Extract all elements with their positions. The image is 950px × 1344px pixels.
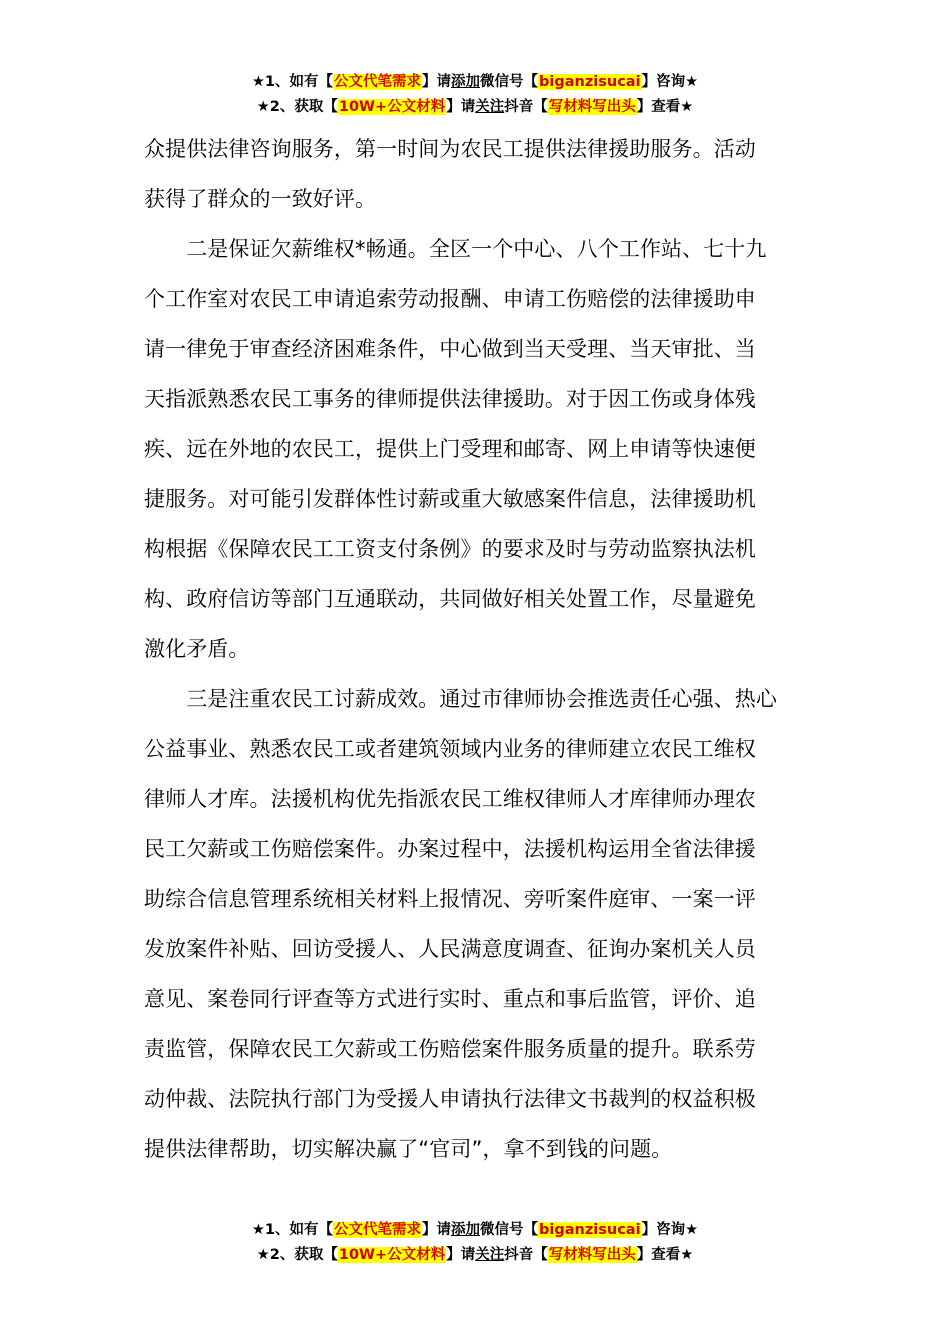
body-line: 捷服务。对可能引发群体性讨薪或重大敏感案件信息，法律援助机	[144, 487, 756, 511]
body-line: 民工欠薪或工伤赔偿案件。办案过程中，法援机构运用全省法律援	[144, 837, 756, 861]
document-body	[144, 124, 804, 1174]
banner-underlined-text: 添加	[451, 74, 481, 90]
banner-text: 微信号【	[480, 74, 539, 90]
body-line: 提供法律帮助，切实解决赢了“官司”，拿不到钱的问题。	[144, 1137, 673, 1161]
banner-highlight: 公文代笔需求	[334, 74, 422, 90]
banner-highlight: 10W+公文材料	[338, 99, 446, 115]
banner-highlight: 写材料写出头	[548, 99, 636, 115]
banner-underlined-text: 关注	[475, 1247, 505, 1263]
body-line: 意见、案卷同行评查等方式进行实时、重点和事后监管，评价、追	[144, 987, 756, 1011]
banner-text: 】查看★	[636, 99, 694, 115]
body-line: 二是保证欠薪维权*畅通。全区一个中心、八个工作站、七十九	[144, 237, 767, 261]
body-line: 个工作室对农民工申请追索劳动报酬、申请工伤赔偿的法律援助申	[144, 287, 756, 311]
header-banner	[0, 70, 950, 120]
body-line: 疾、远在外地的农民工，提供上门受理和邮寄、网上申请等快速便	[144, 437, 756, 461]
banner-line-1	[0, 1218, 950, 1243]
body-line: 构根据《保障农民工工资支付条例》的要求及时与劳动监察执法机	[144, 537, 756, 561]
banner-text: ★2、获取【	[256, 1247, 338, 1263]
body-line: 动仲裁、法院执行部门为受援人申请执行法律文书裁判的权益积极	[144, 1087, 756, 1111]
banner-text: 抖音【	[504, 1247, 548, 1263]
banner-text: 】请	[422, 74, 452, 90]
banner-underlined-text: 关注	[475, 99, 505, 115]
body-line: 发放案件补贴、回访受援人、人民满意度调查、征询办案机关人员	[144, 937, 756, 961]
body-line: 助综合信息管理系统相关材料上报情况、旁听案件庭审、一案一评	[144, 887, 756, 911]
banner-text: 微信号【	[480, 1222, 539, 1238]
body-line: 三是注重农民工讨薪成效。通过市律师协会推选责任心强、热心	[144, 687, 777, 711]
banner-text: 】咨询★	[641, 1222, 699, 1238]
banner-highlight: biganzisucai	[539, 74, 641, 90]
banner-text: 】查看★	[636, 1247, 694, 1263]
banner-text: 】请	[446, 99, 476, 115]
banner-highlight: biganzisucai	[539, 1222, 641, 1238]
banner-text: ★2、获取【	[256, 99, 338, 115]
body-line: 请一律免于审查经济困难条件，中心做到当天受理、当天审批、当	[144, 337, 756, 361]
body-line: 众提供法律咨询服务，第一时间为农民工提供法律援助服务。活动	[144, 137, 756, 161]
banner-text: 抖音【	[504, 99, 548, 115]
banner-line-2	[0, 95, 950, 120]
body-line: 公益事业、熟悉农民工或者建筑领域内业务的律师建立农民工维权	[144, 737, 756, 761]
body-line: 责监管，保障农民工欠薪或工伤赔偿案件服务质量的提升。联系劳	[144, 1037, 756, 1061]
body-line: 激化矛盾。	[144, 637, 250, 661]
banner-text: 】请	[422, 1222, 452, 1238]
body-line: 构、政府信访等部门互通联动，共同做好相关处置工作，尽量避免	[144, 587, 756, 611]
footer-banner	[0, 1218, 950, 1268]
body-line: 天指派熟悉农民工事务的律师提供法律援助。对于因工伤或身体残	[144, 387, 756, 411]
banner-line-2	[0, 1243, 950, 1268]
banner-highlight: 写材料写出头	[548, 1247, 636, 1263]
banner-text: ★1、如有【	[251, 74, 334, 90]
banner-text: 】咨询★	[641, 74, 699, 90]
body-line: 获得了群众的一致好评。	[144, 187, 377, 211]
banner-text: 】请	[446, 1247, 476, 1263]
banner-highlight: 公文代笔需求	[334, 1222, 422, 1238]
banner-highlight: 10W+公文材料	[338, 1247, 446, 1263]
body-line: 律师人才库。法援机构优先指派农民工维权律师人才库律师办理农	[144, 787, 756, 811]
banner-text: ★1、如有【	[251, 1222, 334, 1238]
banner-line-1	[0, 70, 950, 95]
banner-underlined-text: 添加	[451, 1222, 481, 1238]
